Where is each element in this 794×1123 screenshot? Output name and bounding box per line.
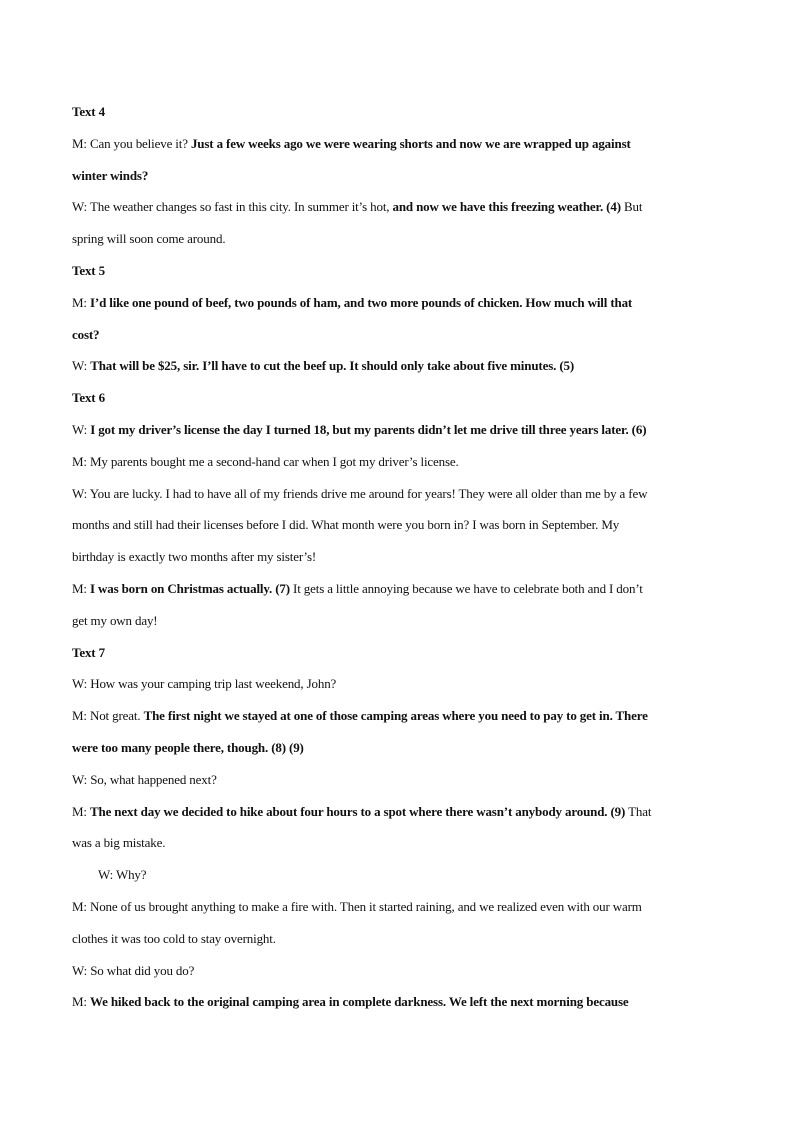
dialogue-line <box>72 478 722 510</box>
dialogue-line <box>72 319 722 351</box>
text-segment: It gets a little annoying because we have to celebrate both and I don’t <box>289 580 643 596</box>
bold-text-segment: We hiked back to the original camping area in complete darkness. We left the next morning because <box>89 994 629 1010</box>
text-segment: W: You are lucky. I had to have all of my friends drive me around for years! They were all older than me by a few <box>72 485 648 501</box>
text-segment: birthday is exactly two months after my sister’s! <box>72 549 317 565</box>
section-heading: Text 7 <box>72 644 105 660</box>
dialogue-line <box>72 923 722 955</box>
dialogue-line <box>72 160 722 192</box>
dialogue-line <box>72 414 722 446</box>
dialogue-line <box>72 509 722 541</box>
dialogue-line <box>72 541 722 573</box>
section-heading: Text 4 <box>72 104 105 119</box>
bold-text-segment: That will be $25, sir. I’ll have to cut the beef up. It should only take about five minutes. (5) <box>90 358 575 374</box>
bold-text-segment: cost? <box>72 326 100 342</box>
bold-text-segment: Just a few weeks ago we were wearing shorts and now we are wrapped up against <box>190 135 631 151</box>
dialogue-line <box>72 891 722 923</box>
section-heading: Text 5 <box>72 262 105 278</box>
bold-text-segment: winter winds? <box>72 167 149 183</box>
dialogue-line <box>72 128 722 160</box>
dialogue-line <box>72 732 722 764</box>
text-segment: But <box>620 199 643 215</box>
text-segment: W: So what did you do? <box>72 962 195 978</box>
dialogue-line <box>72 446 722 478</box>
bold-text-segment: were too many people there, though. (8) (9) <box>72 739 304 755</box>
text-segment: was a big mistake. <box>72 835 166 851</box>
dialogue-line <box>72 350 722 382</box>
bold-text-segment: and now we have this freezing weather. (4) <box>392 199 621 215</box>
bold-text-segment: I was born on Christmas actually. (7) <box>89 580 290 596</box>
section-heading: Text 6 <box>72 390 105 406</box>
text-segment: spring will soon come around. <box>72 231 226 247</box>
text-segment: M: <box>72 994 90 1010</box>
dialogue-line <box>72 668 722 700</box>
text-segment: M: <box>72 803 90 819</box>
dialogue-line <box>72 827 722 859</box>
bold-text-segment: The first night we stayed at one of those camping areas where you need to pay to get in. There <box>143 708 648 724</box>
dialogue-line <box>72 955 722 987</box>
dialogue-line <box>72 986 722 1018</box>
bold-text-segment: I got my driver’s license the day I turned 18, but my parents didn’t let me drive till three years later. (6) <box>90 421 647 437</box>
dialogue-line <box>72 764 722 796</box>
text-segment: W: <box>72 421 91 437</box>
text-segment: W: <box>72 358 91 374</box>
text-segment: W: Why? <box>98 867 147 883</box>
text-segment: get my own day! <box>72 612 158 628</box>
text-segment: W: The weather changes so fast in this city. In summer it’s hot, <box>72 199 393 215</box>
text-segment: months and still had their licenses before I did. What month were you born in? I was born in September. My <box>72 517 620 533</box>
text-segment: W: So, what happened next? <box>72 771 217 787</box>
dialogue-line <box>72 191 722 223</box>
transcript-body <box>72 96 722 1018</box>
bold-text-segment: I’d like one pound of beef, two pounds of ham, and two more pounds of chicken. How much will that <box>89 294 633 310</box>
text-segment: M: <box>72 294 90 310</box>
text-segment: clothes it was too cold to stay overnight. <box>72 930 276 946</box>
dialogue-line <box>72 700 722 732</box>
text-segment: M: Can you believe it? <box>72 135 191 151</box>
dialogue-line <box>72 287 722 319</box>
bold-text-segment: The next day we decided to hike about four hours to a spot where there wasn’t anybody around. (9) <box>89 803 626 819</box>
dialogue-line <box>72 573 722 605</box>
text-segment: M: My parents bought me a second-hand car when I got my driver’s license. <box>72 453 459 469</box>
dialogue-line <box>72 859 722 891</box>
dialogue-line <box>72 605 722 637</box>
dialogue-line <box>72 796 722 828</box>
text-segment: M: <box>72 580 90 596</box>
text-segment: M: Not great. <box>72 708 144 724</box>
dialogue-line <box>72 223 722 255</box>
text-segment: M: None of us brought anything to make a fire with. Then it started raining, and we realized even with our warm <box>72 898 642 914</box>
text-segment: W: How was your camping trip last weekend, John? <box>72 676 337 692</box>
text-segment: That <box>625 803 652 819</box>
